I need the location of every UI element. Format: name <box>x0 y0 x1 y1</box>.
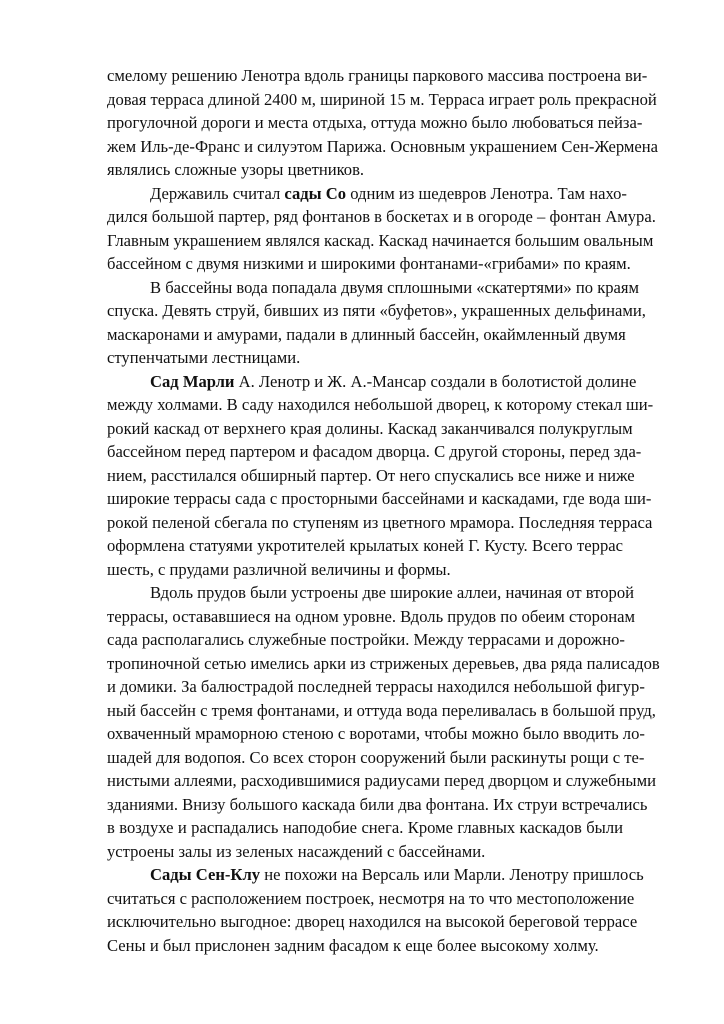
bold-term: Сад Марли <box>150 371 235 391</box>
text-line: спуска. Девять струй, бивших из пяти «буфетов», украшенных дельфинами, <box>107 301 646 320</box>
text-line: шадей для водопоя. Со всех сторон сооружений были раскинуты рощи с те- <box>107 747 645 767</box>
text-line: оформлена статуями укротителей крылатых коней Г. Кусту. Всего террас <box>107 536 623 555</box>
text-line: жем Иль-де-Франс и силуэтом Парижа. Основным украшением Сен-Жермена <box>107 136 658 156</box>
text-line: Главным украшением являлся каскад. Каскад начинается большим овальным <box>107 230 654 250</box>
text-line: Сады Сен-Клу не похожи на Версаль или Марли. Ленотру пришлось <box>150 865 644 884</box>
text-line: широкие террасы сада с просторными бассейнами и каскадами, где вода ши- <box>107 489 652 508</box>
text-line: нистыми аллеями, расходившимися радиусами перед дворцом и служебными <box>107 771 656 790</box>
text-line: маскаронами и амурами, падали в длинный бассейн, окаймленный двумя <box>107 324 626 344</box>
text-line: являлись сложные узоры цветников. <box>107 160 365 179</box>
text-line: бассейном перед партером и фасадом дворца. С другой стороны, перед зда- <box>107 442 642 461</box>
text-line: довая терраса длиной 2400 м, шириной 15 м. Терраса играет роль прекрасной <box>107 89 657 109</box>
text-line: устроены залы из зеленых насаждений с бассейнами. <box>107 841 486 861</box>
text-line: Державиль считал сады Со одним из шедевров Ленотра. Там нахо- <box>150 183 627 203</box>
text-line: смелому решению Ленотра вдоль границы паркового массива построена ви- <box>107 66 648 85</box>
text-line: тропиночной сетью имелись арки из стриженых деревьев, два ряда палисадов <box>107 653 660 673</box>
text-line: охваченный мраморною стеною с воротами, чтобы можно было вводить ло- <box>107 724 645 743</box>
text-line: Сад Марли А. Ленотр и Ж. А.-Мансар создали в болотистой долине <box>150 371 637 391</box>
text-line: в воздухе и распадались наподобие снега. Кроме главных каскадов были <box>107 818 623 837</box>
text-line: террасы, остававшиеся на одном уровне. Вдоль прудов по обеим сторонам <box>107 606 635 626</box>
text-line: между холмами. В саду находился небольшой дворец, к которому стекал ши- <box>107 395 654 414</box>
text-line: нием, расстилался обширный партер. От него спускались все ниже и ниже <box>107 465 635 485</box>
text-line: В бассейны вода попадала двумя сплошными «скатертями» по краям <box>150 277 640 297</box>
text-line: зданиями. Внизу большого каскада били два фонтана. Их струи встречались <box>107 794 648 814</box>
text-line: Вдоль прудов были устроены две широкие аллеи, начиная от второй <box>150 583 635 602</box>
text-line: прогулочной дороги и места отдыха, оттуда можно было любоваться пейза- <box>107 113 643 132</box>
text-line: исключительно выгодное: дворец находился на высокой береговой террасе <box>107 912 638 931</box>
bold-term: сады Со <box>284 183 347 203</box>
text-line: рокой пеленой сбегала по ступеням из цветного мрамора. Последняя терраса <box>107 512 653 532</box>
text-line: шесть, с прудами различной величины и формы. <box>107 559 451 579</box>
text-line: рокий каскад от верхнего края долины. Каскад заканчивался полукруглым <box>107 418 633 438</box>
text-line: сада располагались служебные постройки. Между террасами и дорожно- <box>107 630 625 649</box>
text-line: Сены и был прислонен задним фасадом к еще более высокому холму. <box>107 935 599 955</box>
text-line: ный бассейн с тремя фонтанами, и оттуда вода переливалась в большой пруд, <box>107 700 656 720</box>
text-line: дился большой партер, ряд фонтанов в боскетах и в огороде – фонтан Амура. <box>107 207 656 226</box>
text-line: считаться с расположением построек, несмотря на то что местоположение <box>107 888 635 908</box>
text-line: ступенчатыми лестницами. <box>107 348 301 367</box>
body-text <box>107 64 660 957</box>
text-line: бассейном с двумя низкими и широкими фонтанами-«грибами» по краям. <box>107 254 631 273</box>
bold-term: Сады Сен-Клу <box>150 865 261 884</box>
text-line: и домики. За балюстрадой последней террасы находился небольшой фигур- <box>107 677 645 696</box>
